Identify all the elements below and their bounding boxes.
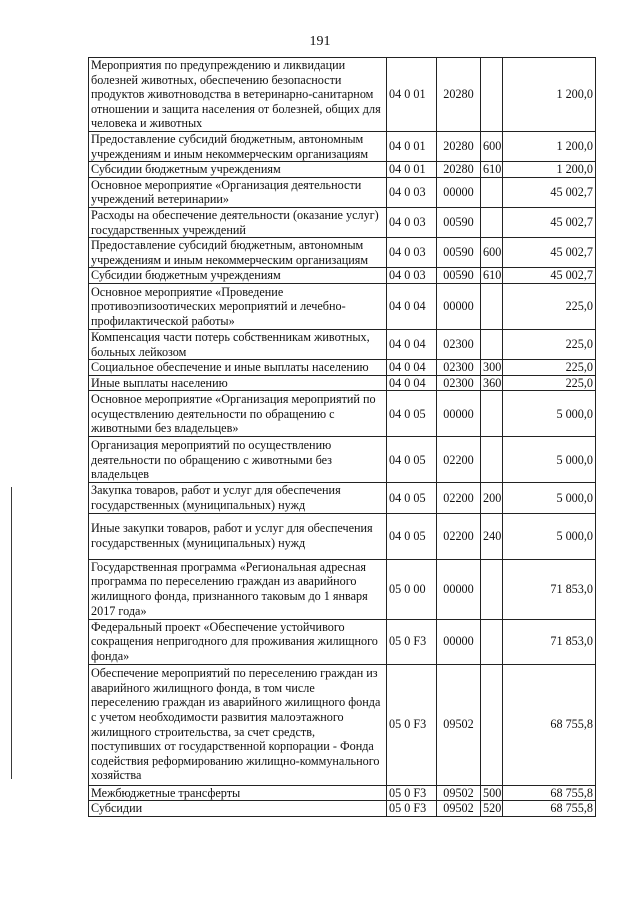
table-row xyxy=(89,329,596,359)
row-direction-code-cell: 00590 xyxy=(437,238,481,268)
row-amount-cell: 71 853,0 xyxy=(503,559,596,619)
row-amount-cell: 45 002,7 xyxy=(503,207,596,237)
table-row xyxy=(89,238,596,268)
row-direction-code-cell: 09502 xyxy=(437,801,481,817)
row-amount-cell: 45 002,7 xyxy=(503,177,596,207)
row-program-code-cell: 04 0 01 xyxy=(387,58,437,132)
table-row xyxy=(89,375,596,391)
row-expense-type-cell xyxy=(481,329,503,359)
table-row xyxy=(89,268,596,284)
row-name-cell: Основное мероприятие «Проведение противоэпизоотических мероприятий и лечебно-профилактической работы» xyxy=(89,283,387,329)
row-amount-cell: 1 200,0 xyxy=(503,58,596,132)
row-name-cell: Межбюджетные трансферты xyxy=(89,785,387,801)
table-row xyxy=(89,207,596,237)
table-row xyxy=(89,437,596,483)
row-name-cell: Обеспечение мероприятий по переселению граждан из аварийного жилищного фонда, в том числе переселению граждан из аварийного жилищного фонда с учетом необходимости развития малоэтажного жилищного строительства, за счет средств, поступивших от государственной корпорации - Фонда содействия реформированию жилищно-коммунального хозяйства xyxy=(89,664,387,785)
row-name-cell: Субсидии бюджетным учреждениям xyxy=(89,268,387,284)
row-program-code-cell: 05 0 F3 xyxy=(387,801,437,817)
row-direction-code-cell: 00000 xyxy=(437,619,481,664)
row-name-cell: Предоставление субсидий бюджетным, автономным учреждениям и иным некоммерческим организациям xyxy=(89,238,387,268)
table-row xyxy=(89,619,596,664)
row-name-cell: Субсидии xyxy=(89,801,387,817)
row-program-code-cell: 05 0 F3 xyxy=(387,664,437,785)
row-expense-type-cell xyxy=(481,437,503,483)
row-expense-type-cell: 610 xyxy=(481,162,503,178)
row-expense-type-cell xyxy=(481,619,503,664)
row-expense-type-cell: 300 xyxy=(481,360,503,376)
row-name-cell: Организация мероприятий по осуществлению деятельности по обращению с животными без владельцев xyxy=(89,437,387,483)
row-direction-code-cell: 00000 xyxy=(437,283,481,329)
row-name-cell: Мероприятия по предупреждению и ликвидации болезней животных, обеспечению безопасности продуктов животноводства в ветеринарно-санитарном отношении и защита населения от болезней, общих для человека и животных xyxy=(89,58,387,132)
row-expense-type-cell xyxy=(481,283,503,329)
row-expense-type-cell: 600 xyxy=(481,238,503,268)
row-amount-cell: 1 200,0 xyxy=(503,162,596,178)
row-amount-cell: 225,0 xyxy=(503,329,596,359)
row-direction-code-cell: 02200 xyxy=(437,483,481,513)
row-direction-code-cell: 00590 xyxy=(437,207,481,237)
table-row xyxy=(89,513,596,559)
row-name-cell: Федеральный проект «Обеспечение устойчивого сокращения непригодного для проживания жилищного фонда» xyxy=(89,619,387,664)
row-name-cell: Расходы на обеспечение деятельности (оказание услуг) государственных учреждений xyxy=(89,207,387,237)
row-direction-code-cell: 20280 xyxy=(437,132,481,162)
row-amount-cell: 71 853,0 xyxy=(503,619,596,664)
row-name-cell: Государственная программа «Региональная адресная программа по переселению граждан из аварийного жилищного фонда, признанного таковым до 1 января 2017 года» xyxy=(89,559,387,619)
row-direction-code-cell: 02300 xyxy=(437,329,481,359)
row-expense-type-cell: 240 xyxy=(481,513,503,559)
row-name-cell: Основное мероприятие «Организация мероприятий по осуществлению деятельности по обращению с животными без владельцев» xyxy=(89,391,387,437)
row-amount-cell: 1 200,0 xyxy=(503,132,596,162)
table-row xyxy=(89,283,596,329)
row-name-cell: Основное мероприятие «Организация деятельности учреждений ветеринарии» xyxy=(89,177,387,207)
row-program-code-cell: 05 0 F3 xyxy=(387,619,437,664)
budget-table-body xyxy=(89,58,596,817)
row-amount-cell: 5 000,0 xyxy=(503,483,596,513)
row-name-cell: Иные выплаты населению xyxy=(89,375,387,391)
row-expense-type-cell xyxy=(481,391,503,437)
row-direction-code-cell: 02200 xyxy=(437,437,481,483)
row-amount-cell: 225,0 xyxy=(503,375,596,391)
row-expense-type-cell xyxy=(481,207,503,237)
row-program-code-cell: 05 0 F3 xyxy=(387,785,437,801)
row-program-code-cell: 04 0 01 xyxy=(387,132,437,162)
row-amount-cell: 68 755,8 xyxy=(503,664,596,785)
table-row xyxy=(89,785,596,801)
row-expense-type-cell: 500 xyxy=(481,785,503,801)
row-direction-code-cell: 02300 xyxy=(437,375,481,391)
row-amount-cell: 225,0 xyxy=(503,360,596,376)
row-direction-code-cell: 02200 xyxy=(437,513,481,559)
row-program-code-cell: 04 0 01 xyxy=(387,162,437,178)
row-program-code-cell: 04 0 03 xyxy=(387,268,437,284)
row-direction-code-cell: 20280 xyxy=(437,58,481,132)
row-direction-code-cell: 00000 xyxy=(437,177,481,207)
row-expense-type-cell xyxy=(481,559,503,619)
row-name-cell: Компенсация части потерь собственникам животных, больных лейкозом xyxy=(89,329,387,359)
row-amount-cell: 5 000,0 xyxy=(503,513,596,559)
table-row xyxy=(89,58,596,132)
row-amount-cell: 45 002,7 xyxy=(503,238,596,268)
row-expense-type-cell: 360 xyxy=(481,375,503,391)
table-row xyxy=(89,559,596,619)
page-number: 191 xyxy=(309,34,331,49)
row-amount-cell: 225,0 xyxy=(503,283,596,329)
row-program-code-cell: 04 0 04 xyxy=(387,283,437,329)
row-expense-type-cell xyxy=(481,664,503,785)
table-row xyxy=(89,360,596,376)
row-direction-code-cell: 09502 xyxy=(437,664,481,785)
row-program-code-cell: 04 0 05 xyxy=(387,391,437,437)
row-direction-code-cell: 00000 xyxy=(437,391,481,437)
row-amount-cell: 68 755,8 xyxy=(503,785,596,801)
row-program-code-cell: 04 0 04 xyxy=(387,375,437,391)
row-name-cell: Иные закупки товаров, работ и услуг для обеспечения государственных (муниципальных) нужд xyxy=(89,513,387,559)
row-expense-type-cell xyxy=(481,177,503,207)
row-program-code-cell: 04 0 05 xyxy=(387,513,437,559)
row-program-code-cell: 04 0 03 xyxy=(387,238,437,268)
table-row xyxy=(89,162,596,178)
row-direction-code-cell: 02300 xyxy=(437,360,481,376)
row-direction-code-cell: 00590 xyxy=(437,268,481,284)
table-row xyxy=(89,177,596,207)
row-name-cell: Субсидии бюджетным учреждениям xyxy=(89,162,387,178)
row-expense-type-cell: 520 xyxy=(481,801,503,817)
row-expense-type-cell xyxy=(481,58,503,132)
scan-artifact-line xyxy=(11,487,12,779)
row-expense-type-cell: 610 xyxy=(481,268,503,284)
row-name-cell: Предоставление субсидий бюджетным, автономным учреждениям и иным некоммерческим организациям xyxy=(89,132,387,162)
row-program-code-cell: 05 0 00 xyxy=(387,559,437,619)
row-program-code-cell: 04 0 03 xyxy=(387,177,437,207)
row-direction-code-cell: 20280 xyxy=(437,162,481,178)
row-name-cell: Закупка товаров, работ и услуг для обеспечения государственных (муниципальных) нужд xyxy=(89,483,387,513)
row-program-code-cell: 04 0 05 xyxy=(387,437,437,483)
table-row xyxy=(89,801,596,817)
table-row xyxy=(89,664,596,785)
row-program-code-cell: 04 0 04 xyxy=(387,329,437,359)
table-row xyxy=(89,391,596,437)
row-amount-cell: 5 000,0 xyxy=(503,391,596,437)
row-amount-cell: 5 000,0 xyxy=(503,437,596,483)
row-name-cell: Социальное обеспечение и иные выплаты населению xyxy=(89,360,387,376)
row-program-code-cell: 04 0 03 xyxy=(387,207,437,237)
row-program-code-cell: 04 0 04 xyxy=(387,360,437,376)
row-amount-cell: 68 755,8 xyxy=(503,801,596,817)
row-direction-code-cell: 09502 xyxy=(437,785,481,801)
table-row xyxy=(89,132,596,162)
row-program-code-cell: 04 0 05 xyxy=(387,483,437,513)
row-expense-type-cell: 200 xyxy=(481,483,503,513)
budget-table xyxy=(88,57,596,817)
row-direction-code-cell: 00000 xyxy=(437,559,481,619)
row-amount-cell: 45 002,7 xyxy=(503,268,596,284)
table-row xyxy=(89,483,596,513)
row-expense-type-cell: 600 xyxy=(481,132,503,162)
